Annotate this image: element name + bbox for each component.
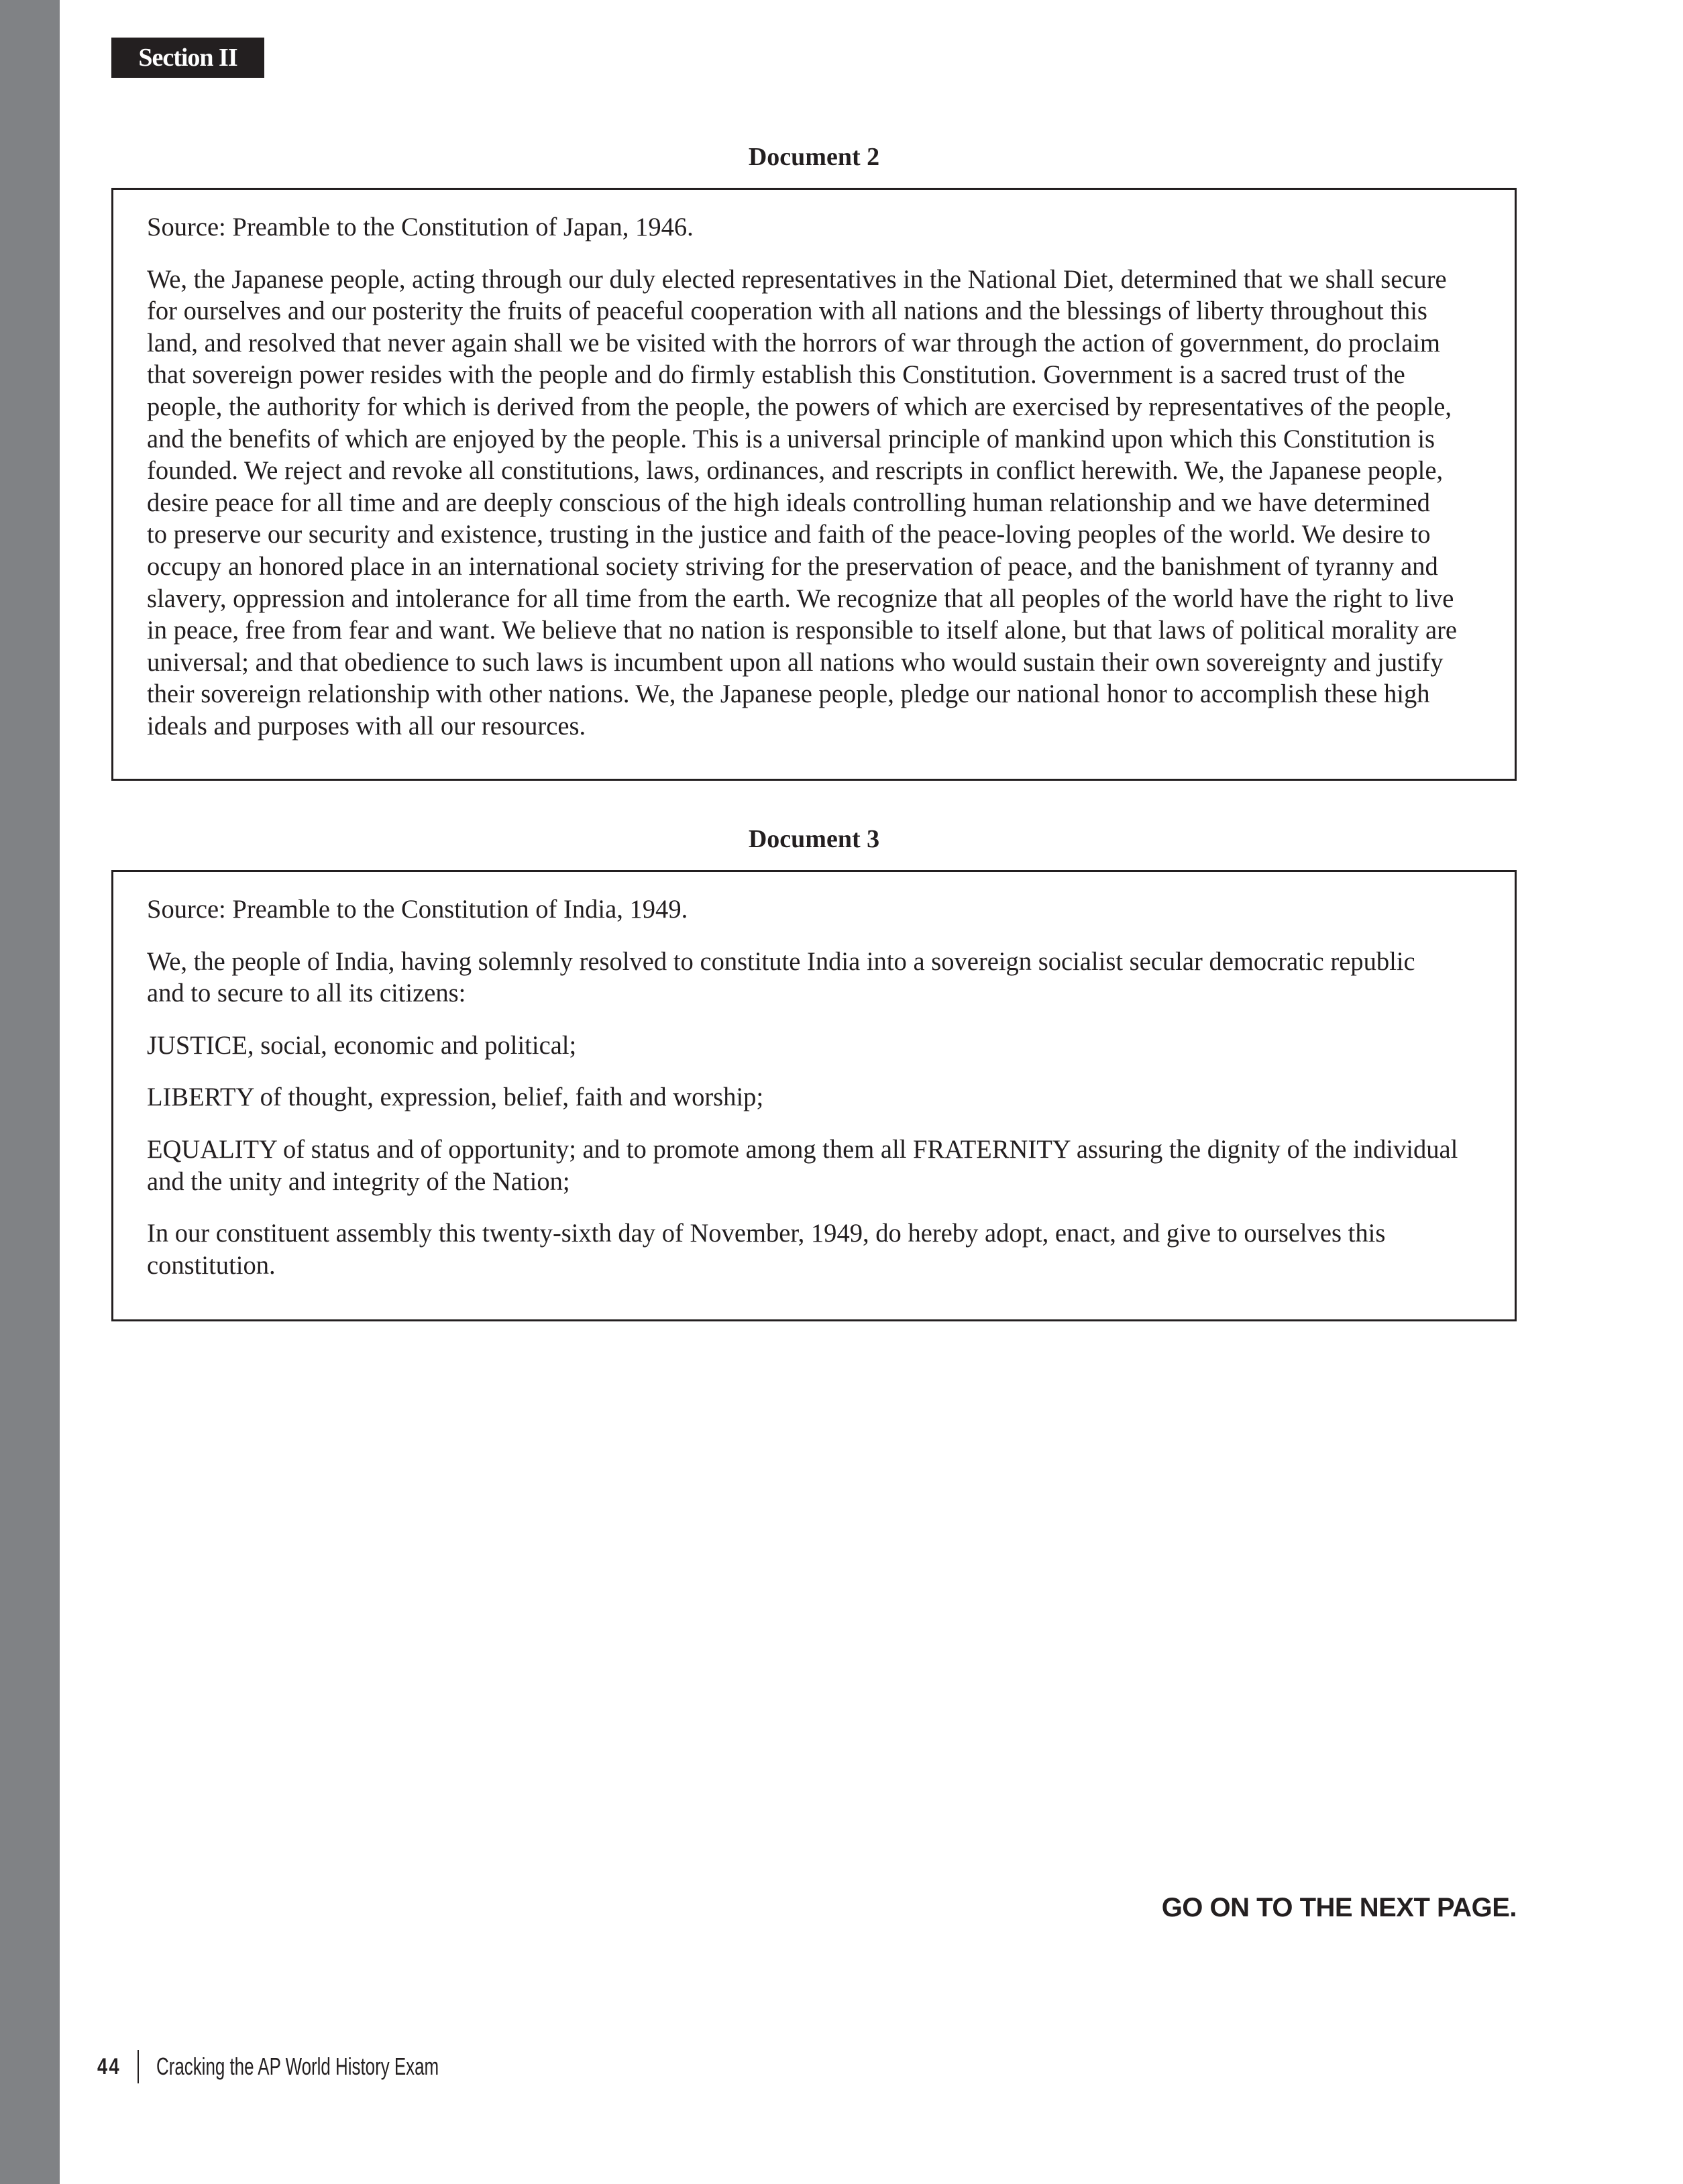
text-line: LIBERTY of thought, expression, belief, faith and worship; <box>147 1082 764 1112</box>
section-label: Section II <box>111 38 264 78</box>
page-number: 44 <box>97 2053 121 2079</box>
text-line: and to secure to all its citizens: <box>147 978 466 1008</box>
text-line: founded. We reject and revoke all constitutions, laws, ordinances, and rescripts in conflict herewith. We, the Japanese people, <box>147 455 1444 486</box>
document-source: Source: Preamble to the Constitution of India, 1949. <box>147 894 688 924</box>
document-paragraph <box>147 1081 1515 1113</box>
document-paragraph <box>147 1134 1515 1197</box>
document-3-title: Document 3 <box>748 825 880 853</box>
text-line: We, the Japanese people, acting through our duly elected representatives in the National Diet, determined that we shall secure <box>147 264 1447 294</box>
text-line: We, the people of India, having solemnly resolved to constitute India into a sovereign socialist secular democratic republic <box>147 946 1415 976</box>
text-line: JUSTICE, social, economic and political; <box>147 1030 577 1060</box>
book-title: Cracking the AP World History Exam <box>156 2053 439 2080</box>
text-line: slavery, oppression and intolerance for all time from the earth. We recognize that all peoples of the world have the right to live <box>147 583 1454 613</box>
text-line: EQUALITY of status and of opportunity; and to promote among them all FRATERNITY assuring the dignity of the individual <box>147 1134 1458 1164</box>
text-line: their sovereign relationship with other nations. We, the Japanese people, pledge our national honor to accomplish these high <box>147 679 1430 709</box>
document-source: Source: Preamble to the Constitution of Japan, 1946. <box>147 212 694 241</box>
text-line: occupy an honored place in an international society striving for the preservation of peace, and the banishment of tyranny and <box>147 551 1438 581</box>
text-line: In our constituent assembly this twenty-sixth day of November, 1949, do hereby adopt, enact, and give to ourselves this <box>147 1218 1386 1248</box>
document-paragraph <box>147 946 1515 1009</box>
page-margin-bar <box>0 0 60 2184</box>
text-line: and the unity and integrity of the Nation; <box>147 1166 570 1196</box>
document-2-box <box>111 188 1517 781</box>
text-line: in peace, free from fear and want. We believe that no nation is responsible to itself alone, but that laws of political morality are <box>147 615 1458 645</box>
footer-divider <box>138 2050 139 2083</box>
document-2-title: Document 2 <box>748 143 880 171</box>
text-line: people, the authority for which is derived from the people, the powers of which are exercised by representatives of the people, <box>147 391 1452 421</box>
text-line: ideals and purposes with all our resources. <box>147 710 586 741</box>
text-line: to preserve our security and existence, trusting in the justice and faith of the peace-loving peoples of the world. We desire to <box>147 519 1431 549</box>
text-line: universal; and that obedience to such laws is incumbent upon all nations who would sustain their own sovereignty and justify <box>147 647 1444 677</box>
text-line: and the benefits of which are enjoyed by the people. This is a universal principle of mankind upon which this Constitution is <box>147 423 1435 453</box>
text-line: for ourselves and our posterity the fruits of peaceful cooperation with all nations and the blessings of liberty throughout this <box>147 296 1427 326</box>
text-line: that sovereign power resides with the people and do firmly establish this Constitution. Government is a sacred trust of the <box>147 360 1405 390</box>
page-footer <box>97 2050 549 2083</box>
text-line: desire peace for all time and are deeply conscious of the high ideals controlling human relationship and we have determined <box>147 487 1430 517</box>
go-on-notice: GO ON TO THE NEXT PAGE. <box>1161 1893 1517 1922</box>
text-line: land, and resolved that never again shall we be visited with the horrors of war through the action of government, do proclaim <box>147 327 1441 358</box>
document-paragraph <box>147 1030 1515 1062</box>
document-3-box <box>111 870 1517 1321</box>
text-line: constitution. <box>147 1250 276 1280</box>
document-paragraph <box>147 264 1515 743</box>
document-paragraph <box>147 1217 1515 1281</box>
